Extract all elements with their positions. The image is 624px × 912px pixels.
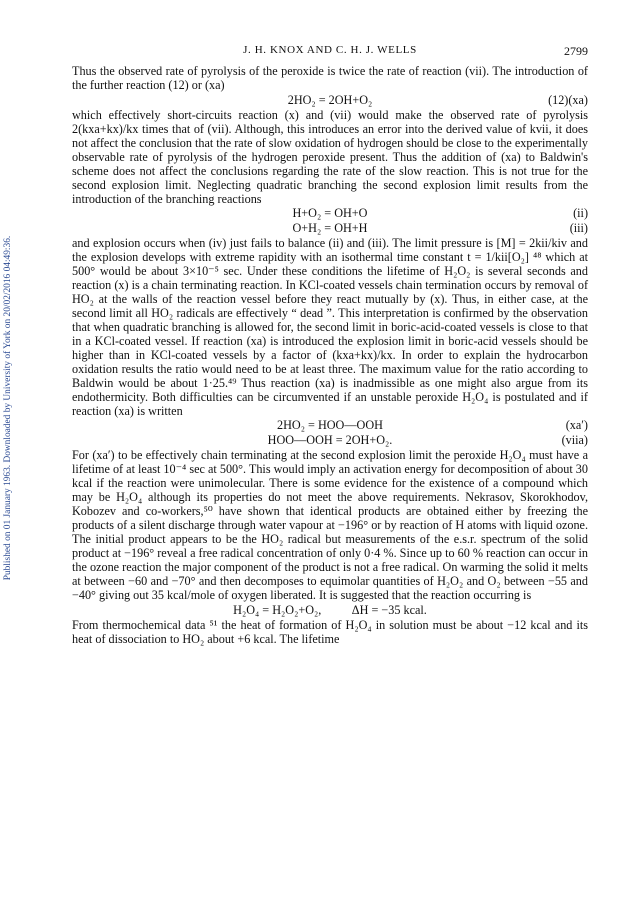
download-watermark-text: Published on 01 January 1963. Downloaded by University of York on 20/02/2016 04:49:36. <box>3 235 13 581</box>
equation-expression: HOO—OOH = 2OH+O₂. <box>267 433 393 447</box>
equation <box>72 206 588 221</box>
page-number: 2799 <box>564 44 588 58</box>
equation-number: (12)(xa) <box>548 93 588 107</box>
equation-expression: H₂O₄ = H₂O₂+O₂, ΔH = −35 kcal. <box>233 603 427 617</box>
page-header <box>72 44 588 60</box>
equation-number: (xa′) <box>565 418 588 432</box>
download-watermark <box>0 148 16 668</box>
paragraph: Thus the observed rate of pyrolysis of the peroxide is twice the rate of reaction (vii). The introduction of the further reaction (12) or (xa) <box>72 64 588 92</box>
equation <box>72 418 588 433</box>
paragraph: For (xa′) to be effectively chain terminating at the second explosion limit the peroxide H₂O₄ must have a lifetime of at least 10⁻⁴ sec at 500°. This would imply an activation energy for decomposition of about 30 kcal if the reaction were unimolecular. There is some evidence for the existence of a compound which may be H₂O₄ although its properties do not meet the above requirements. Nekrasov, Skorokhodov, Kobozev and co-workers,⁵⁰ have shown that identical products are obtained either by freezing the products of a silent discharge through water vapour at −196° or by reaction of H atoms with liquid ozone. The initial product appears to be the HO₂ radical but measurements of the e.s.r. spectrum of the solid product at −196° reveal a free radical concentration of only 0·4 %. Since up to 60 % reaction can occur in the ozone reaction the major component of the product is not a free radical. On warming the solid it melts at between −60 and −70° and then decomposes to equimolar quantities of H₂O₂ and O₂ between −55 and −40° giving out 35 kcal/mole of oxygen liberated. It is suggested that the reaction occurring is <box>72 448 588 602</box>
equation <box>72 92 588 108</box>
article-body <box>72 64 588 646</box>
equation-number: (ii) <box>573 206 588 220</box>
equation-expression: H+O₂ = OH+O <box>292 206 368 220</box>
equation-expression: 2HO₂ = 2OH+O₂ <box>287 93 373 107</box>
equation <box>72 602 588 618</box>
equation <box>72 221 588 236</box>
equation-expression: O+H₂ = OH+H <box>292 221 368 235</box>
paragraph: which effectively short-circuits reaction (x) and (vii) would make the observed rate of pyrolysis 2(kxa+kx)/kx times that of (vii). Although, this introduces an error into the derived value of kvii, it does not affect the conclusion that the rate of slow oxidation of hydrogen should be close to the experimentally observable rate of pyrolysis of the hydrogen peroxide present. Thus the addition of (xa) to Baldwin's scheme does not affect the conclusions regarding the rate of the slow reaction. This is not true for the second explosion limit. Neglecting quadratic branching the second explosion limit results from the introduction of the branching reactions <box>72 108 588 206</box>
equation-number: (iii) <box>569 221 588 235</box>
running-head: J. H. KNOX AND C. H. J. WELLS <box>243 44 417 56</box>
paragraph: and explosion occurs when (iv) just fails to balance (ii) and (iii). The limit pressure is [M] = 2kii/kiv and the explosion develops with extreme rapidity with an isothermal time constant t = 1/kii[O₂] ⁴⁸ which at 500° would be about 3×10⁻⁵ sec. Under these conditions the lifetime of H₂O₂ is several seconds and reaction (x) is a chain terminating reaction. In KCl-coated vessels chain termination occurs by removal of HO₂ at the walls of the reaction vessel before they react mutually by (x). Thus, in either case, at the second limit all HO₂ radicals are effectively “ dead ”. This interpretation is confirmed by the observation that when quadratic branching is allowed for, the second limit in boric-acid-coated vessels is close to that in a KCl-coated vessel. If reaction (xa) is introduced the explosion limit in boric-acid vessels should be higher than in KCl-coated vessels by a factor of (kxa+kx)/kx. In order to explain the hydrocarbon oxidation results the ratio would need to be at least three. The maximum value for the ratio according to Baldwin would be about 1·25.⁴⁹ Thus reaction (xa) is inadmissible as one might also argue from its endothermicity. Both difficulties can be circumvented if an unstable peroxide H₂O₄ is postulated and if reaction (xa) is written <box>72 236 588 418</box>
equation-number: (viia) <box>561 433 588 447</box>
equation-expression: 2HO₂ = HOO—OOH <box>277 418 383 432</box>
equation <box>72 433 588 448</box>
paragraph: From thermochemical data ⁵¹ the heat of formation of H₂O₄ in solution must be about −12 kcal and its heat of dissociation to HO₂ about +6 kcal. The lifetime <box>72 618 588 646</box>
